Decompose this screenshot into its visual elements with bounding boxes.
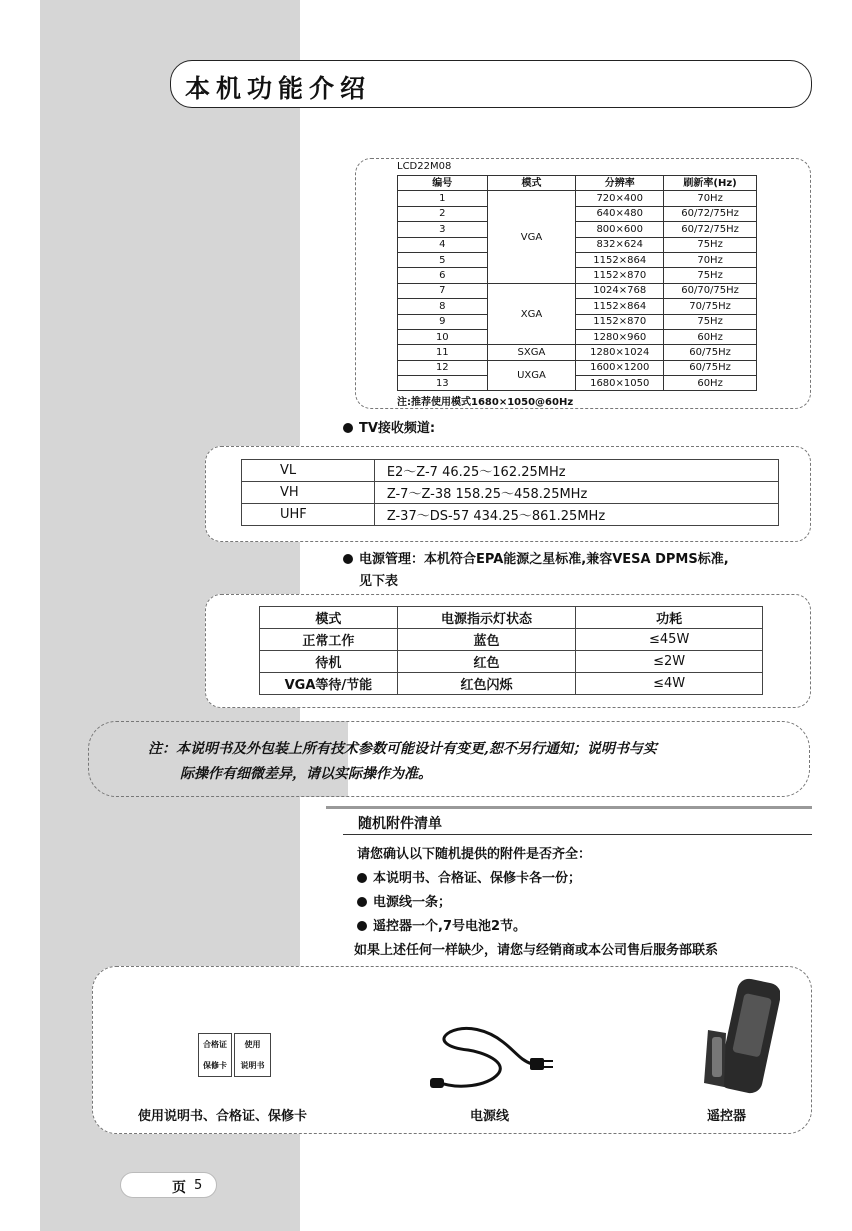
section-title-box (170, 60, 812, 108)
row-number: 9 (398, 314, 488, 329)
band-cell: VH (242, 482, 375, 504)
led-cell: 红色闪烁 (397, 673, 576, 695)
refresh-cell: 70/75Hz (664, 299, 757, 314)
table-row (398, 252, 757, 267)
mode-cell: 正常工作 (260, 629, 398, 651)
band-cell: UHF (242, 504, 375, 526)
card-text: 使用 (244, 1040, 261, 1049)
table-row (398, 206, 757, 221)
row-number: 6 (398, 268, 488, 283)
refresh-cell: 60/75Hz (664, 345, 757, 360)
resolution-cell: 1280×960 (576, 329, 664, 344)
power-cell: ≤45W (576, 629, 763, 651)
notice-line1: 注：本说明书及外包装上所有技术参数可能设计有变更,恕不另行通知；说明书与实 (148, 741, 657, 757)
table-row (242, 482, 779, 504)
accessories-list (354, 843, 719, 963)
band-cell: VL (242, 460, 375, 482)
refresh-cell: 60/72/75Hz (664, 222, 757, 237)
notice-text (148, 737, 788, 787)
power-cell: ≤4W (576, 673, 763, 695)
row-number: 11 (398, 345, 488, 360)
led-cell: 红色 (397, 651, 576, 673)
bullet-icon (357, 921, 367, 931)
card-text: 合格证 (203, 1040, 227, 1049)
resolution-cell: 1600×1200 (576, 360, 664, 375)
table-row (398, 268, 757, 283)
mode-cell: UXGA (487, 360, 576, 391)
range-cell: E2～Z-7 46.25～162.25MHz (374, 460, 778, 482)
resolution-cell: 640×480 (576, 206, 664, 221)
bullet-icon (357, 873, 367, 883)
mode-cell: VGA (487, 191, 576, 283)
mode-cell: 待机 (260, 651, 398, 673)
range-cell: Z-37～DS-57 434.25～861.25MHz (374, 504, 778, 526)
header-cell: 模式 (260, 607, 398, 629)
table-row (398, 237, 757, 252)
refresh-cell: 75Hz (664, 268, 757, 283)
header-cell: 刷新率(Hz) (664, 176, 757, 191)
card-text: 保修卡 (203, 1061, 227, 1070)
power-table (259, 606, 763, 695)
bullet-icon (343, 554, 353, 564)
resolution-cell: 800×600 (576, 222, 664, 237)
card-text: 说明书 (240, 1061, 265, 1070)
refresh-cell: 70Hz (664, 252, 757, 267)
power-cord-caption: 电源线 (470, 1109, 510, 1124)
vga-mode-table (397, 175, 757, 391)
tv-heading-text: TV接收频道: (359, 421, 436, 436)
tv-heading (343, 417, 435, 436)
remote-control-icon (690, 975, 780, 1100)
list-item-text: 本说明书、合格证、保修卡各一份； (373, 871, 582, 886)
section-rule (326, 806, 812, 809)
page-number-pill (120, 1172, 217, 1198)
resolution-cell: 1680×1050 (576, 376, 664, 391)
table-header-row (260, 607, 763, 629)
row-number: 13 (398, 376, 488, 391)
page-number: 5 (194, 1178, 203, 1193)
header-cell: 模式 (487, 176, 576, 191)
range-cell: Z-7～Z-38 158.25～458.25MHz (374, 482, 778, 504)
led-cell: 蓝色 (397, 629, 576, 651)
refresh-cell: 60/75Hz (664, 360, 757, 375)
row-number: 5 (398, 252, 488, 267)
list-item (357, 867, 718, 891)
recommended-mode-note: 注:推荐使用模式1680×1050@60Hz (397, 397, 574, 408)
table-header-row (398, 176, 757, 191)
refresh-cell: 60Hz (664, 329, 757, 344)
table-row (398, 376, 757, 391)
header-cell: 分辨率 (576, 176, 664, 191)
table-row (398, 329, 757, 344)
resolution-cell: 720×400 (576, 191, 664, 206)
refresh-cell: 60/70/75Hz (664, 283, 757, 298)
accessories-footer: 如果上述任何一样缺少，请您与经销商或本公司售后服务部联系 (354, 943, 719, 958)
resolution-cell: 1152×864 (576, 299, 664, 314)
power-heading-line2: 见下表 (359, 574, 399, 589)
resolution-cell: 1280×1024 (576, 345, 664, 360)
mode-cell: SXGA (487, 345, 576, 360)
remote-caption: 遥控器 (707, 1109, 747, 1124)
table-row (398, 360, 757, 375)
refresh-cell: 75Hz (664, 237, 757, 252)
manual-caption: 使用说明书、合格证、保修卡 (138, 1109, 308, 1124)
accessories-title: 随机附件清单 (358, 816, 442, 832)
row-number: 10 (398, 329, 488, 344)
table-row (398, 299, 757, 314)
table-row (398, 314, 757, 329)
table-row (398, 283, 757, 298)
table-row (260, 673, 763, 695)
mode-cell: VGA等待/节能 (260, 673, 398, 695)
mode-cell: XGA (487, 283, 576, 345)
bullet-icon (357, 897, 367, 907)
refresh-cell: 60/72/75Hz (664, 206, 757, 221)
tv-channel-table (241, 459, 779, 526)
refresh-cell: 60Hz (664, 376, 757, 391)
warranty-card-illustration (198, 1033, 232, 1077)
list-item (357, 891, 718, 915)
refresh-cell: 70Hz (664, 191, 757, 206)
list-item (357, 915, 718, 939)
header-cell: 功耗 (576, 607, 763, 629)
model-label: LCD22M08 (397, 161, 452, 172)
table-row (398, 222, 757, 237)
bullet-icon (343, 423, 353, 433)
row-number: 2 (398, 206, 488, 221)
header-cell: 编号 (398, 176, 488, 191)
table-row (260, 629, 763, 651)
table-row (260, 651, 763, 673)
resolution-cell: 1152×870 (576, 268, 664, 283)
table-row (398, 191, 757, 206)
power-heading (343, 549, 729, 593)
section-rule (343, 834, 812, 835)
header-cell: 电源指示灯状态 (397, 607, 576, 629)
page-title: 本机功能介绍 (185, 74, 372, 103)
list-item-text: 电源线一条； (373, 895, 452, 910)
page-label: 页 (172, 1180, 186, 1196)
row-number: 8 (398, 299, 488, 314)
row-number: 1 (398, 191, 488, 206)
row-number: 7 (398, 283, 488, 298)
power-cell: ≤2W (576, 651, 763, 673)
table-row (242, 504, 779, 526)
table-row (242, 460, 779, 482)
manual-illustration (234, 1033, 271, 1077)
refresh-cell: 75Hz (664, 314, 757, 329)
resolution-cell: 1152×864 (576, 252, 664, 267)
list-item-text: 遥控器一个,7号电池2节。 (373, 919, 527, 934)
row-number: 4 (398, 237, 488, 252)
row-number: 12 (398, 360, 488, 375)
resolution-cell: 1024×768 (576, 283, 664, 298)
resolution-cell: 832×624 (576, 237, 664, 252)
row-number: 3 (398, 222, 488, 237)
notice-line2: 际操作有细微差异，请以实际操作为准。 (180, 766, 432, 782)
power-heading-line1: 电源管理：本机符合EPA能源之星标准,兼容VESA DPMS标准, (359, 552, 729, 567)
accessories-intro: 请您确认以下随机提供的附件是否齐全： (357, 847, 592, 862)
table-row (398, 345, 757, 360)
power-cord-icon (428, 1020, 558, 1100)
resolution-cell: 1152×870 (576, 314, 664, 329)
